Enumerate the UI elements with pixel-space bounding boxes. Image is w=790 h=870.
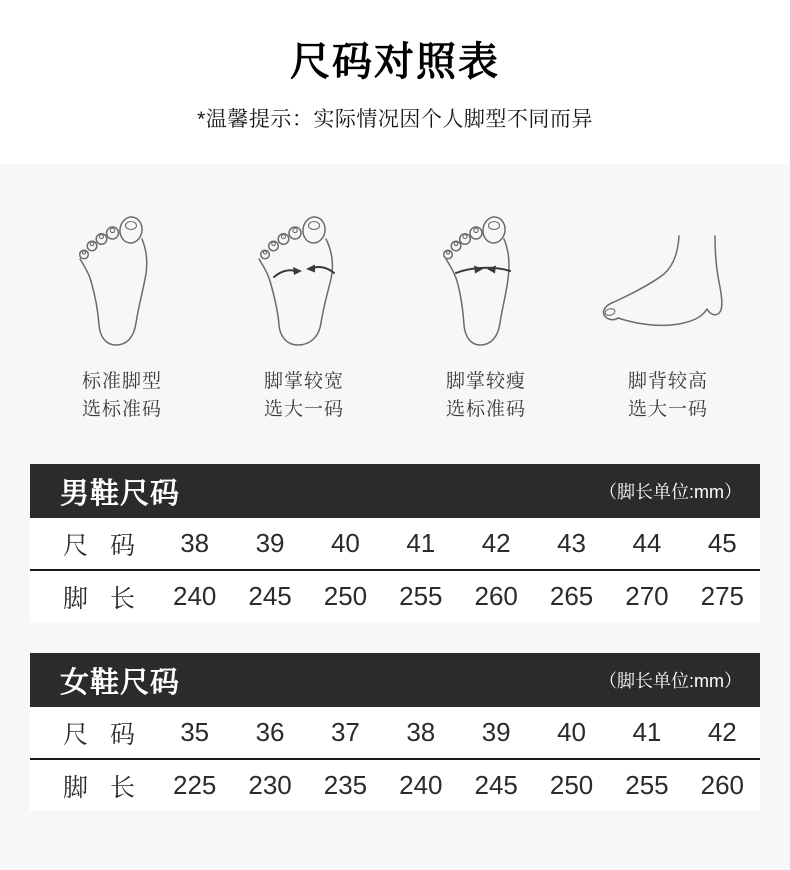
- row-label: [30, 526, 157, 562]
- length-value: 260: [700, 770, 744, 800]
- row-values: [157, 581, 760, 612]
- page-header: [0, 0, 790, 164]
- size-value: 41: [632, 717, 662, 747]
- length-value: 265: [549, 581, 594, 611]
- row-label-char: 码: [109, 720, 135, 749]
- size-value: 40: [557, 717, 587, 747]
- size-value: 37: [330, 717, 360, 747]
- table-row-foot-length: [30, 760, 760, 811]
- row-values: [157, 528, 760, 559]
- table-row-foot-length: [30, 571, 760, 622]
- foot-type-line1: 标准脚型: [81, 371, 162, 392]
- womens-size-table: [30, 653, 760, 811]
- row-label: [30, 768, 157, 804]
- row-values: [157, 717, 760, 748]
- size-value: 42: [707, 717, 737, 747]
- page-title: 尺码对照表: [290, 40, 500, 84]
- foot-type-line1: 脚背较高: [627, 371, 708, 392]
- row-label-char: 长: [109, 584, 135, 613]
- length-value: 270: [625, 581, 669, 611]
- size-value: 43: [557, 528, 587, 558]
- foot-sole-wide-icon: [220, 212, 388, 352]
- table-row-size: [30, 518, 760, 569]
- size-value: 40: [330, 528, 360, 558]
- length-value: 225: [172, 770, 217, 800]
- foot-type-caption: [220, 368, 388, 424]
- table-row-size: [30, 707, 760, 758]
- womens-table-title: 女鞋尺码: [60, 666, 181, 699]
- size-value: 38: [180, 528, 210, 558]
- size-value: 36: [255, 717, 285, 747]
- foot-type-line2: 选标准码: [445, 399, 526, 420]
- womens-table-unit-note: （脚长单位:mm）: [599, 671, 742, 691]
- row-label-char: 尺: [63, 531, 89, 560]
- row-label-char: 脚: [63, 773, 89, 802]
- row-label-char: 脚: [63, 584, 89, 613]
- row-label-char: 尺: [63, 720, 89, 749]
- length-value: 230: [248, 770, 292, 800]
- foot-type-guide: [0, 164, 790, 424]
- foot-sole-narrow-icon: [402, 212, 570, 352]
- size-value: 41: [406, 528, 436, 558]
- row-label: [30, 715, 157, 751]
- size-value: 45: [707, 528, 737, 558]
- foot-type-caption: [402, 368, 570, 424]
- length-value: 275: [700, 581, 744, 611]
- row-label: [30, 579, 157, 615]
- foot-type-line1: 脚掌较瘦: [445, 371, 526, 392]
- foot-sole-standard-icon: [38, 212, 206, 352]
- length-value: 245: [248, 581, 292, 611]
- foot-type-high-instep: [584, 212, 752, 424]
- size-value: 39: [481, 717, 511, 747]
- foot-type-line2: 选大一码: [627, 399, 708, 420]
- womens-table-body: [30, 707, 760, 811]
- foot-side-high-instep-icon: [584, 212, 752, 352]
- size-value: 35: [180, 717, 210, 747]
- length-value: 250: [549, 770, 594, 800]
- size-value: 39: [255, 528, 285, 558]
- length-value: 240: [172, 581, 217, 611]
- foot-type-line2: 选标准码: [81, 399, 162, 420]
- foot-type-line2: 选大一码: [263, 399, 344, 420]
- foot-type-caption: [584, 368, 752, 424]
- length-value: 245: [474, 770, 518, 800]
- foot-type-wide: [220, 212, 388, 424]
- mens-table-title: 男鞋尺码: [60, 477, 181, 510]
- mens-table-body: [30, 518, 760, 622]
- womens-table-header: [30, 653, 760, 707]
- foot-type-narrow: [402, 212, 570, 424]
- size-value: 44: [632, 528, 662, 558]
- length-value: 255: [625, 770, 669, 800]
- foot-type-caption: [38, 368, 206, 424]
- size-value: 38: [406, 717, 436, 747]
- mens-table-unit-note: （脚长单位:mm）: [599, 482, 742, 502]
- content-area: [0, 164, 790, 870]
- row-label-char: 码: [109, 531, 135, 560]
- length-value: 255: [399, 581, 443, 611]
- row-label-char: 长: [109, 773, 135, 802]
- row-values: [157, 770, 760, 801]
- length-value: 250: [323, 581, 368, 611]
- page-subtitle: *温馨提示：实际情况因个人脚型不同而异: [197, 108, 593, 131]
- length-value: 240: [399, 770, 443, 800]
- length-value: 260: [474, 581, 518, 611]
- foot-type-standard: [38, 212, 206, 424]
- foot-type-line1: 脚掌较宽: [263, 371, 344, 392]
- length-value: 235: [323, 770, 368, 800]
- mens-size-table: [30, 464, 760, 622]
- size-value: 42: [481, 528, 511, 558]
- mens-table-header: [30, 464, 760, 518]
